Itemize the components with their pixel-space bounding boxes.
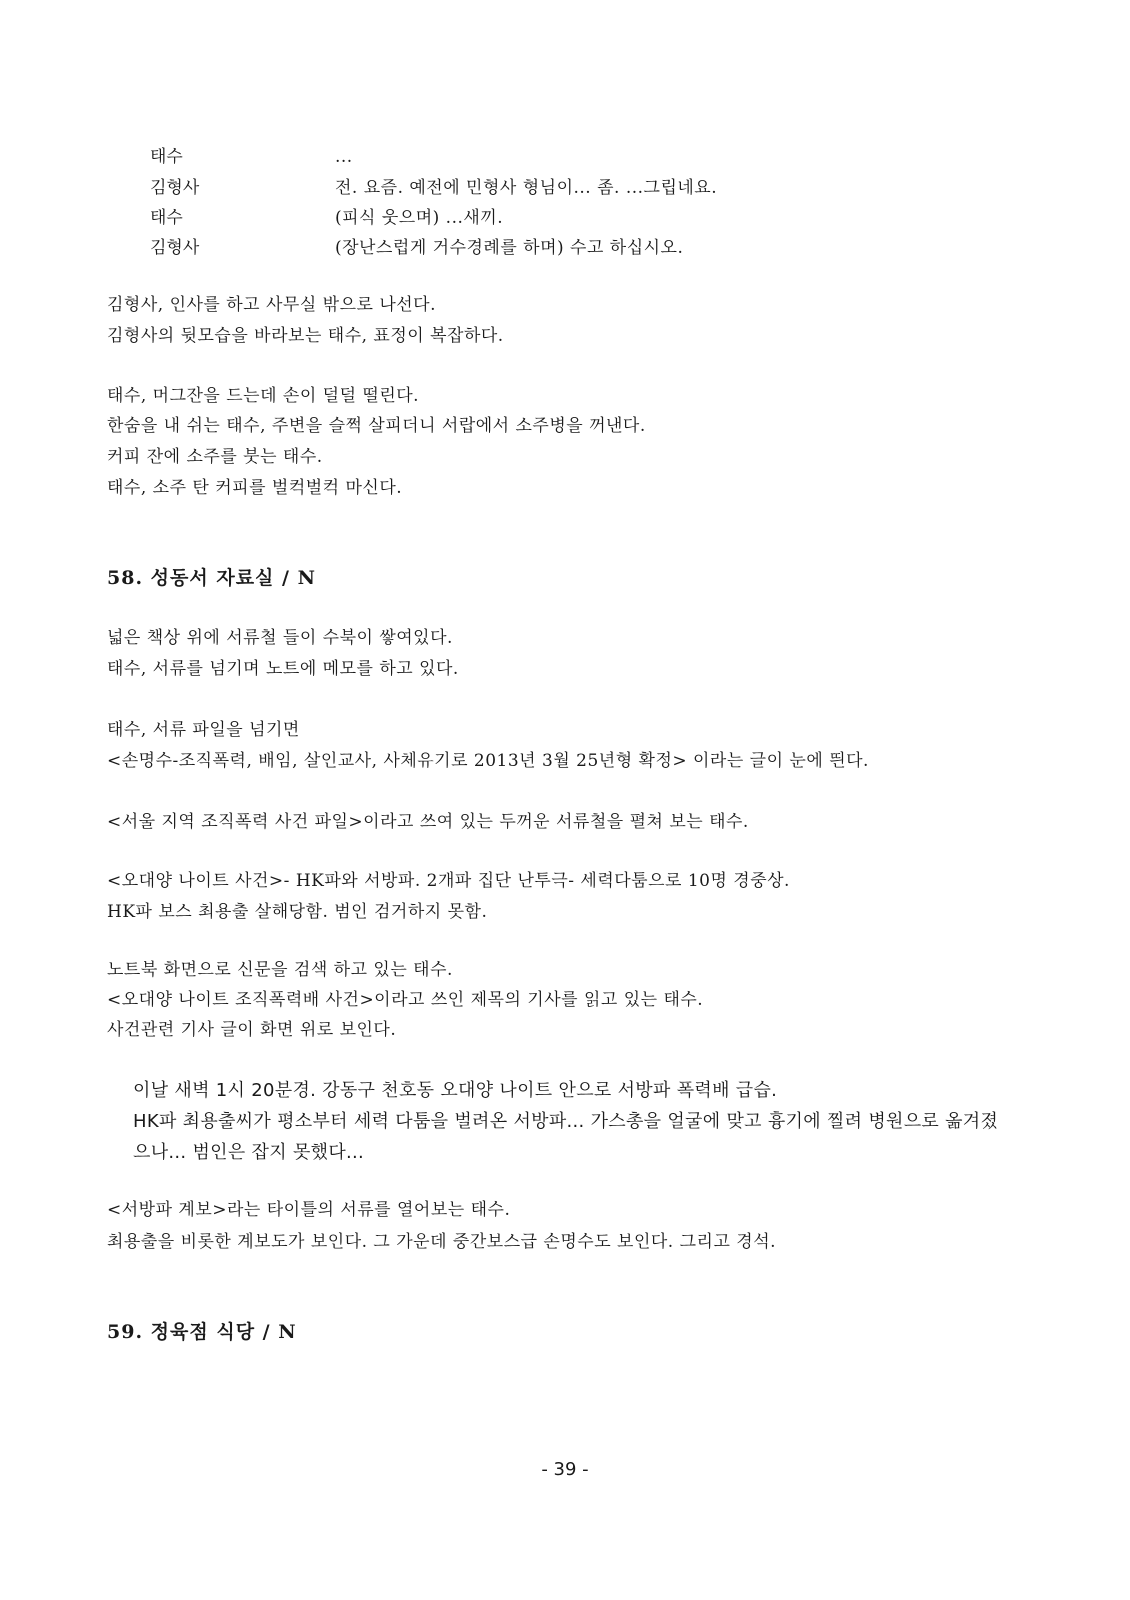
speaker-name: 태수 [150,147,183,167]
action-line: 넓은 책상 위에 서류철 들이 수북이 쌓여있다. [107,628,453,648]
action-line: 태수, 서류 파일을 넘기면 [107,720,300,740]
action-line: 태수, 머그잔을 드는데 손이 덜덜 떨린다. [107,386,420,406]
action-line: 커피 잔에 소주를 붓는 태수. [107,447,323,467]
action-line: 태수, 서류를 넘기며 노트에 메모를 하고 있다. [107,659,459,679]
article-line: HK파 최용출씨가 평소부터 세력 다툼을 벌려온 서방파... 가스총을 얼굴에 맞고 흉기에 찔려 병원으로 옮겨졌으나... 범인은 잡지 못했다... [133,1111,999,1163]
action-line: HK파 보스 최용출 살해당함. 범인 검거하지 못함. [107,902,488,922]
action-line: <서방파 계보>라는 타이틀의 서류를 열어보는 태수. [107,1200,511,1220]
action-line: <손명수-조직폭력, 배임, 살인교사, 사체유기로 2013년 3월 25년형 확정> 이라는 글이 눈에 띈다. [107,751,869,771]
action-line: 김형사의 뒷모습을 바라보는 태수, 표정이 복잡하다. [107,326,504,346]
dialogue-line: ... [335,147,353,167]
action-line: <오대양 나이트 조직폭력배 사건>이라고 쓰인 제목의 기사를 읽고 있는 태수. [107,990,704,1010]
scene-heading-59: 59. 정육점 식당 / N [107,1321,297,1343]
dialogue-line: 전. 요즘. 예전에 민형사 형님이... 좀. ...그립네요. [335,178,718,198]
dialogue-line: (피식 웃으며) ...새끼. [335,208,504,228]
dialogue-line: (장난스럽게 거수경례를 하며) 수고 하십시오. [335,238,684,258]
action-line: <서울 지역 조직폭력 사건 파일>이라고 쓰여 있는 두꺼운 서류철을 펼쳐 보는 태수. [107,812,749,832]
action-line: 한숨을 내 쉬는 태수, 주변을 슬쩍 살피더니 서랍에서 소주병을 꺼낸다. [107,416,646,436]
action-line: 사건관련 기사 글이 화면 위로 보인다. [107,1020,397,1040]
article-line: 이날 새벽 1시 20분경. 강동구 천호동 오대양 나이트 안으로 서방파 폭력배 급습. [133,1080,778,1101]
news-article-excerpt [133,1075,1008,1168]
action-line: 노트북 화면으로 신문을 검색 하고 있는 태수. [107,960,453,980]
scene-heading-58: 58. 성동서 자료실 / N [107,567,316,589]
page-number: - 39 - [541,1459,589,1480]
action-line: <오대양 나이트 사건>- HK파와 서방파. 2개파 집단 난투극- 세력다툼으로 10명 경중상. [107,871,790,891]
speaker-name: 김형사 [150,178,200,198]
action-line: 태수, 소주 탄 커피를 벌컥벌컥 마신다. [107,478,403,498]
speaker-name: 김형사 [150,238,200,258]
speaker-name: 태수 [150,208,183,228]
action-line: 김형사, 인사를 하고 사무실 밖으로 나선다. [107,295,437,315]
action-line: 최용출을 비롯한 계보도가 보인다. 그 가운데 중간보스급 손명수도 보인다. 그리고 경석. [107,1232,777,1252]
